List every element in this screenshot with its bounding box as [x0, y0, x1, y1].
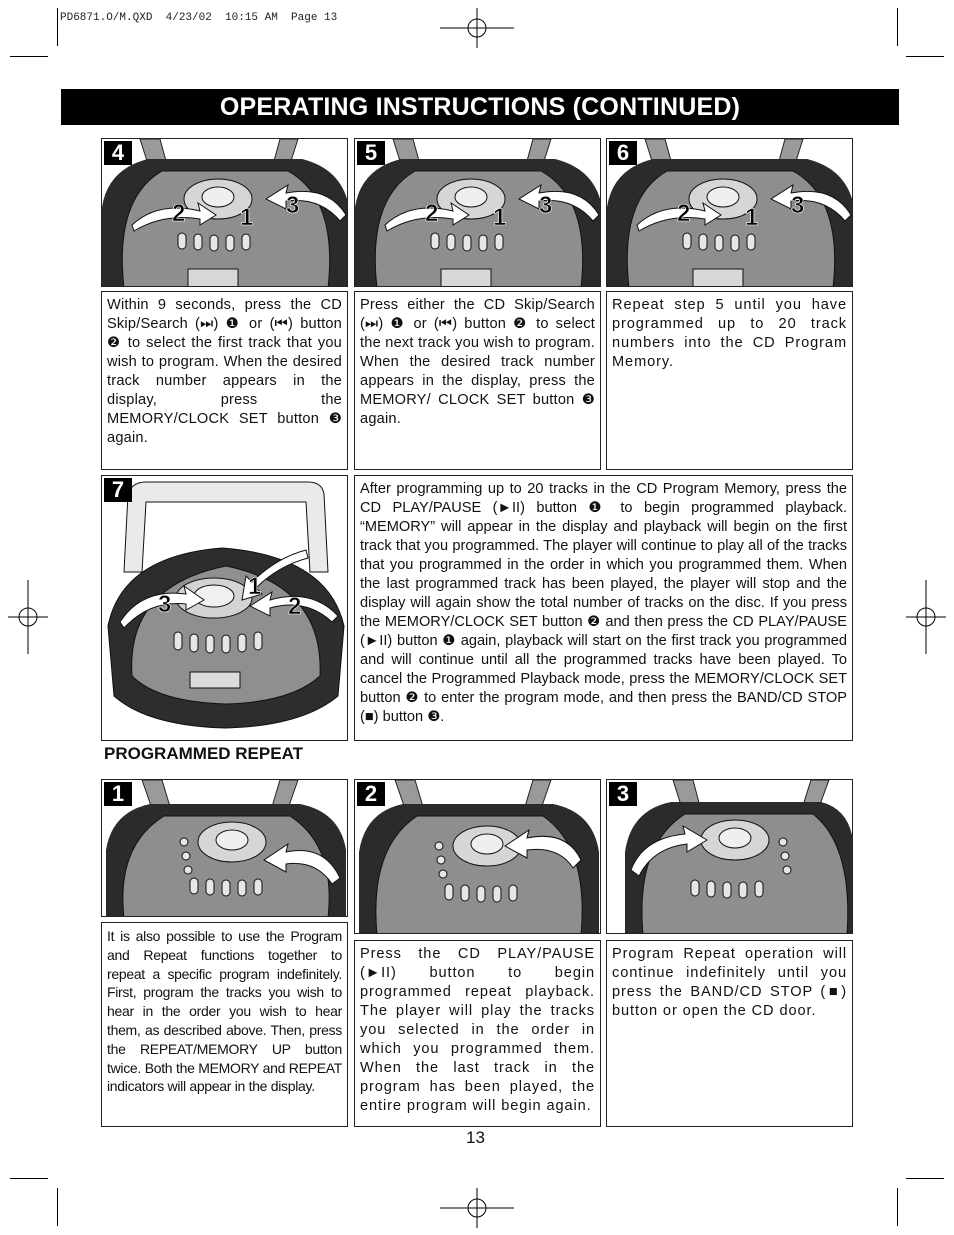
step-number-badge: 1: [104, 782, 132, 806]
callout-3: 3: [158, 591, 172, 618]
step-4-instructions: Within 9 seconds, press the CD Skip/Search (⏭) ❶ or (⏮) button ❷ to select the first track that you wish to program. When the desired track number appears in the display, press the MEMORY/CLOCK SET button ❸ again.: [101, 291, 348, 470]
crop-mark: [897, 8, 898, 46]
registration-mark-bottom: [440, 1188, 514, 1228]
repeat-step-3-instructions: Program Repeat operation will continue indefinitely until you press the BAND/CD STOP (■) button or open the CD door.: [606, 940, 853, 1127]
cd-player-top-icon: [102, 139, 348, 287]
callout-1: 1: [240, 204, 254, 231]
crop-mark: [906, 1178, 944, 1179]
callout-3: 3: [286, 192, 300, 219]
cd-player-top-icon: [355, 139, 601, 287]
callout-1: 1: [493, 204, 507, 231]
registration-mark-right: [906, 580, 946, 654]
print-slug: PD6871.O/M.QXD 4/23/02 10:15 AM Page 13: [60, 12, 338, 24]
step-number-badge: 4: [104, 141, 132, 165]
crop-mark: [57, 8, 58, 46]
crop-mark: [10, 56, 48, 57]
crop-mark: [57, 1188, 58, 1226]
step-5-illustration: [354, 138, 601, 287]
callout-3: 3: [539, 192, 553, 219]
step-7-instructions: After programming up to 20 tracks in the CD Program Memory, press the CD PLAY/PAUSE (►II) button ❶ to begin programmed playback. “MEMORY” will appear in the display and playback will begin on the first track that you programmed. The player will continue to play all of the tracks that you programmed in the order in which you programmed them. When the last programmed track has been played, the player will stop and the display will again show the total number of tracks on the disc. If you press the MEMORY/CLOCK SET button ❷ and then press the CD PLAY/PAUSE (►II) button ❶ again, playback will start on the first track you programmed and will continue until all the programmed tracks have been played. To cancel the Programmed Playback mode, press the MEMORY/CLOCK SET button ❷ to enter the program mode, and then press the BAND/CD STOP (■) button ❸.: [354, 475, 853, 741]
callout-2: 2: [677, 200, 691, 227]
step-number-badge: 7: [104, 478, 132, 502]
cd-player-top-icon: [355, 780, 601, 934]
callout-2: 2: [172, 200, 186, 227]
step-5-instructions: Press either the CD Skip/Search (⏭) ❶ or (⏮) button ❷ to select the next track you wish to program. When the desired track number appears in the display, press the MEMORY/ CLOCK SET button ❸ again.: [354, 291, 601, 470]
cd-player-top-icon: [607, 139, 853, 287]
step-number-badge: 3: [609, 782, 637, 806]
step-6-illustration: [606, 138, 853, 287]
repeat-step-1-instructions: It is also possible to use the Program and Repeat functions together to repeat a specific program indefinitely. First, program the tracks you wish to hear in the order you wish to hear them, as described above. Then, press the REPEAT/MEMORY UP button twice. Both the MEMORY and REPEAT indicators will appear in the display.: [101, 922, 348, 1127]
callout-1: 1: [745, 204, 759, 231]
page-number: 13: [466, 1128, 485, 1147]
callout-2: 2: [425, 200, 439, 227]
registration-mark-left: [8, 580, 48, 654]
step-number-badge: 6: [609, 141, 637, 165]
step-6-instructions: Repeat step 5 until you have programmed up to 20 track numbers into the CD Program Memory.: [606, 291, 853, 470]
step-7-illustration: [101, 475, 348, 741]
step-number-badge: 2: [357, 782, 385, 806]
callout-2: 2: [288, 593, 302, 620]
crop-mark: [897, 1188, 898, 1226]
repeat-step-1-illustration: [101, 779, 348, 917]
step-4-illustration: [101, 138, 348, 287]
cd-player-top-icon: [607, 780, 853, 934]
callout-1: 1: [248, 573, 262, 600]
cd-player-front-icon: [102, 476, 348, 741]
page-title-banner: OPERATING INSTRUCTIONS (CONTINUED): [61, 89, 899, 125]
repeat-step-3-illustration: [606, 779, 853, 934]
section-heading: PROGRAMMED REPEAT: [104, 744, 303, 763]
registration-mark-top: [440, 8, 514, 48]
repeat-step-2-illustration: [354, 779, 601, 934]
repeat-step-2-instructions: Press the CD PLAY/PAUSE (►II) button to begin programmed repeat playback. The player will play the tracks you selected in the order in which you programmed them. When the last track in the program has been played, the entire program will begin again.: [354, 940, 601, 1127]
cd-player-top-icon: [102, 780, 348, 917]
callout-3: 3: [791, 192, 805, 219]
crop-mark: [10, 1178, 48, 1179]
crop-mark: [906, 56, 944, 57]
step-number-badge: 5: [357, 141, 385, 165]
